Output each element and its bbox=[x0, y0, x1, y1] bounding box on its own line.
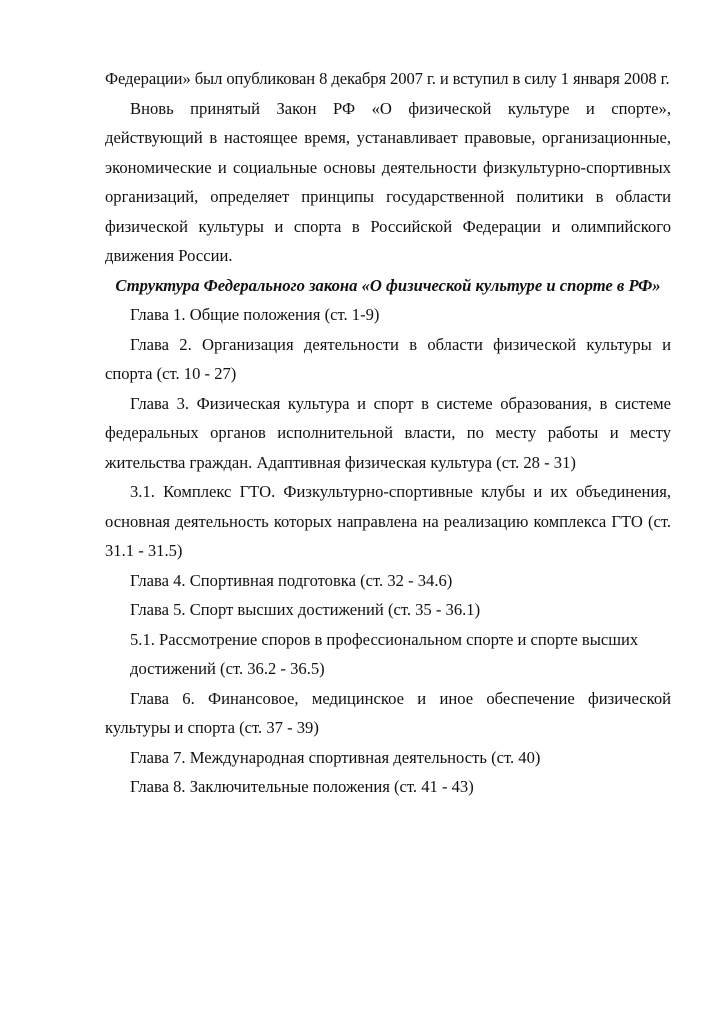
document-page bbox=[105, 64, 671, 802]
chapter-2: Глава 2. Организация деятельности в области физической культуры и спорта (ст. 10 - 27) bbox=[105, 334, 671, 383]
intro-continuation-paragraph: Федерации» был опубликован 8 декабря 2007 г. и вступил в силу 1 января 2008 г. bbox=[105, 69, 670, 88]
law-description-paragraph: Вновь принятый Закон РФ «О физической культуре и спорте», действующий в настоящее время, устанавливает правовые, организационные, экономические и социальные основы деятельности физкультурно-спортивных организаций, определяет принципы государственной политики в области физической культуры и спорта в Российской Федерации и олимпийского движения России. bbox=[105, 98, 671, 265]
chapter-7: Глава 7. Международная спортивная деятельность (ст. 40) bbox=[130, 747, 541, 767]
chapter-6: Глава 6. Финансовое, медицинское и иное обеспечение физической культуры и спорта (ст. 37 - 39) bbox=[105, 688, 671, 737]
chapter-1: Глава 1. Общие положения (ст. 1-9) bbox=[130, 305, 380, 324]
chapter-3-1: 3.1. Комплекс ГТО. Физкультурно-спортивные клубы и их объединения, основная деятельность которых направлена на реализацию комплекса ГТО (ст. 31.1 - 31.5) bbox=[105, 482, 671, 560]
chapter-8: Глава 8. Заключительные положения (ст. 41 - 43) bbox=[130, 777, 474, 796]
chapter-4: Глава 4. Спортивная подготовка (ст. 32 - 34.6) bbox=[130, 570, 453, 590]
structure-heading: Структура Федерального закона «О физической культуре и спорте в РФ» bbox=[115, 275, 661, 295]
chapter-5: Глава 5. Спорт высших достижений (ст. 35 - 36.1) bbox=[130, 600, 481, 619]
chapter-5-1: 5.1. Рассмотрение споров в профессиональном спорте и спорте высших достижений (ст. 36.2 - 36.5) bbox=[130, 629, 639, 678]
chapter-3: Глава 3. Физическая культура и спорт в системе образования, в системе федеральных органов исполнительной власти, по месту работы и месту жительства граждан. Адаптивная физическая культура (ст. 28 - 31) bbox=[105, 393, 671, 472]
